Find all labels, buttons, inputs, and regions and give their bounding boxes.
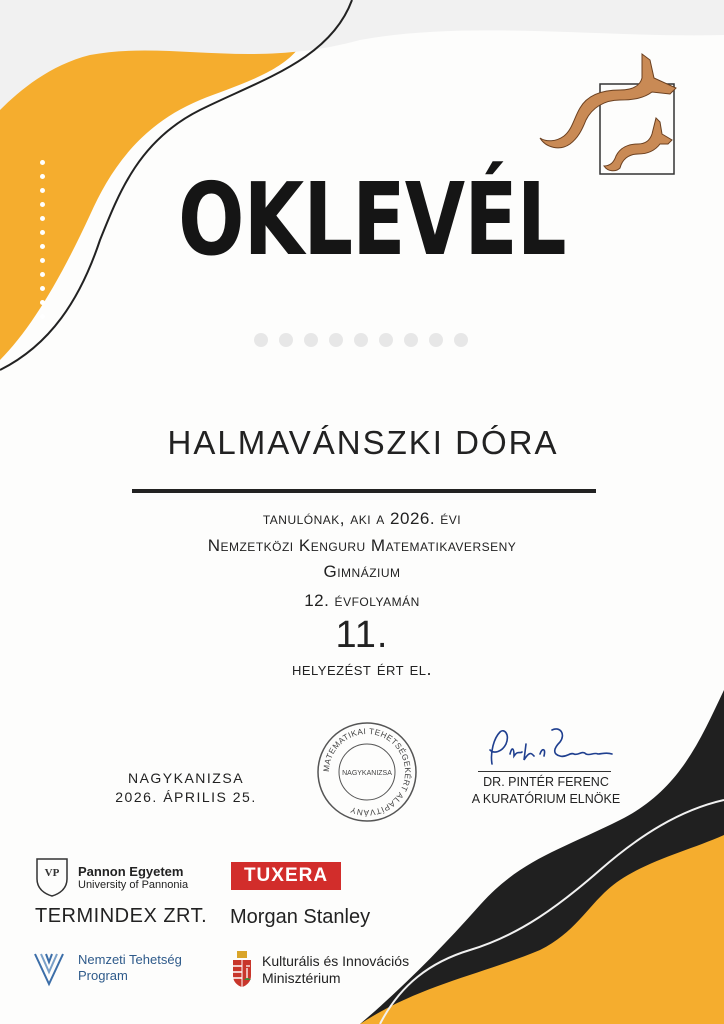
sponsor-ministry-line1: Kulturális és Innovációs [262,953,410,969]
sponsor-nt-line2: Program [78,968,128,983]
pannon-crest-text: VP [44,867,60,879]
sponsor-tuxera-logo: TUXERA [231,862,341,890]
competition-name: Nemzetközi Kenguru Matematikaverseny [207,536,517,555]
date: 2026. ÁPRILIS 25. [115,789,257,805]
pannon-university-crest-icon [33,857,71,897]
name-underline [132,489,596,493]
place-and-date [108,769,264,807]
kangaroo-logo-icon [534,48,680,178]
stamp-outer-text: MATEMATIKAI TEHETSÉGEKÉRT ALAPÍTVÁNY [321,726,413,818]
signature-line [478,771,611,772]
grade: 12. évfolyamán [304,591,420,610]
sponsor-ministry-line2: Minisztérium [262,970,341,986]
signer-name: DR. PINTÉR FERENC [483,775,609,789]
body-line-1: tanulónak, aki a 2026. évi [262,509,462,528]
body-line-6: helyezést ért el. [291,659,433,679]
signer-block [466,774,626,808]
diploma-title: OKLEVÉL [178,161,566,278]
placement: 11. [335,614,389,656]
recipient-name: HALMAVÁNSZKI DÓRA [167,424,559,461]
city: NAGYKANIZSA [127,770,245,786]
nemzeti-tehetseg-logo-icon [33,950,65,988]
sponsor-pannon-subtitle: University of Pannonia [78,879,189,891]
sponsor-pannon-name: Pannon Egyetem [78,864,184,879]
sponsor-morgan-stanley: Morgan Stanley [230,906,371,928]
sponsor-termindex: TERMINDEX ZRT. [35,905,208,927]
sponsor-nt-line1: Nemzeti Tehetség [78,952,182,967]
foundation-stamp [315,720,419,824]
category: Gimnázium [323,562,401,581]
stamp-inner-text: NAGYKANIZSA [342,770,392,777]
signer-role: A KURATÓRIUM ELNÖKE [471,792,621,806]
hungarian-coat-of-arms-icon [231,950,253,988]
horizontal-dots-decoration [254,333,468,347]
signature-image [480,724,620,774]
vertical-dots-decoration [40,160,45,319]
